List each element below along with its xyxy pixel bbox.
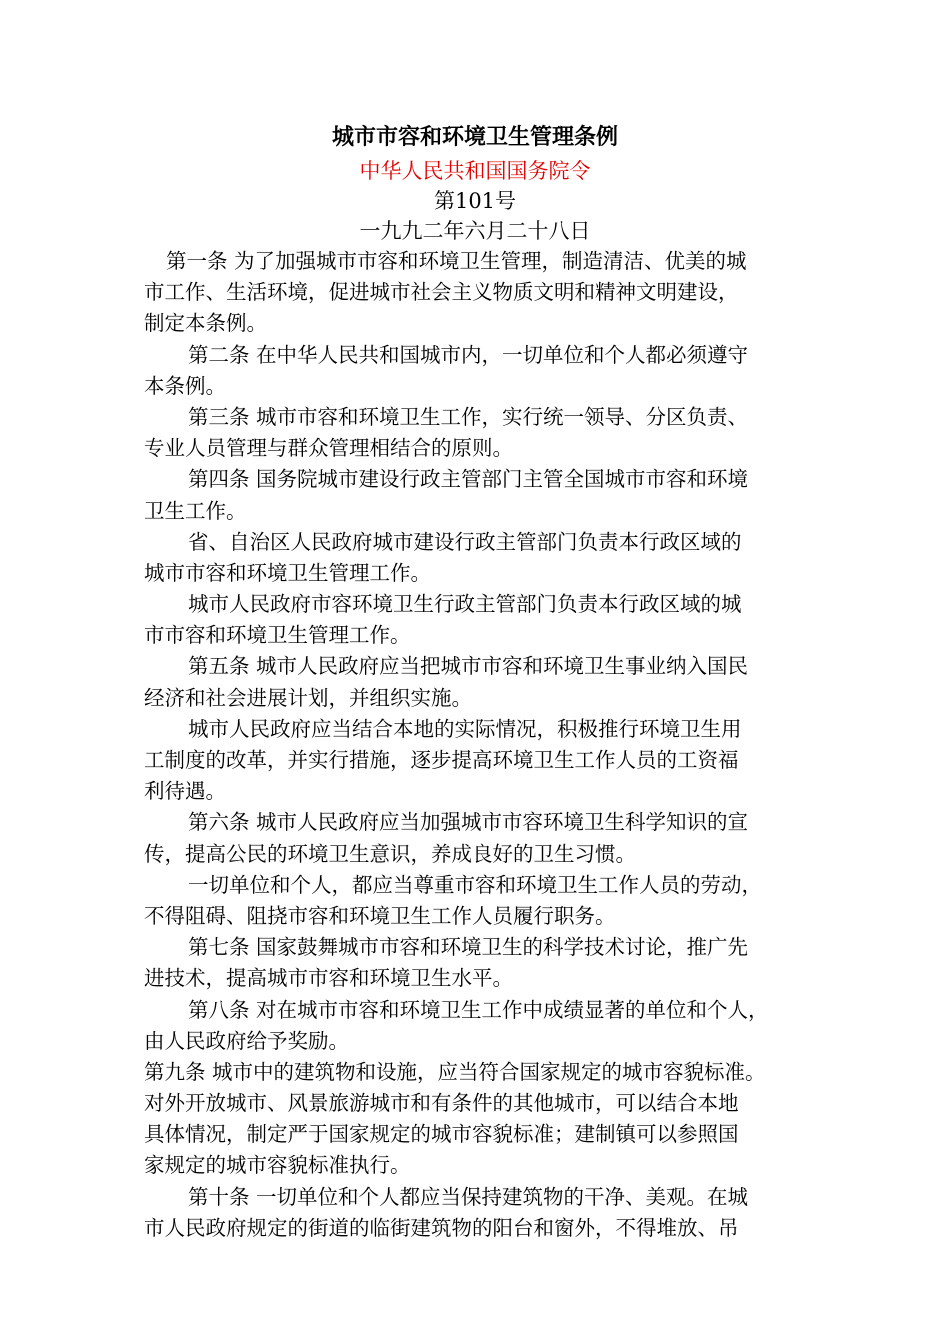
body-line: 市人民政府规定的街道的临街建筑物的阳台和窗外，不得堆放、吊	[144, 1215, 739, 1240]
body-line: 第八条 对在城市市容和环境卫生工作中成绩显著的单位和个人，	[188, 997, 769, 1022]
body-line: 本条例。	[144, 373, 226, 398]
body-line: 第二条 在中华人民共和国城市内，一切单位和个人都必须遵守	[188, 342, 749, 367]
body-line: 制定本条例。	[144, 311, 267, 336]
body-line: 第一条 为了加强城市市容和环境卫生管理，制造清洁、优美的城	[166, 249, 747, 273]
document-subtitle: 中华人民共和国国务院令	[359, 159, 591, 183]
body-line: 城市人民政府应当结合本地的实际情况，积极推行环境卫生用	[188, 716, 742, 741]
body-line: 第四条 国务院城市建设行政主管部门主管全国城市市容和环境	[188, 467, 749, 492]
body-line: 第七条 国家鼓舞城市市容和环境卫生的科学技术讨论，推广先	[188, 935, 749, 960]
body-line: 经济和社会进展计划，并组织实施。	[144, 685, 472, 710]
document-title: 城市市容和环境卫生管理条例	[331, 124, 618, 150]
body-line: 省、自治区人民政府城市建设行政主管部门负责本行政区域的	[188, 529, 742, 554]
body-line: 卫生工作。	[144, 498, 247, 523]
body-line: 市市容和环境卫生管理工作。	[144, 623, 411, 648]
body-line: 城市人民政府市容环境卫生行政主管部门负责本行政区域的城	[188, 592, 742, 617]
body-line: 对外开放城市、风景旅游城市和有条件的其他城市，可以结合本地	[144, 1091, 739, 1116]
body-line: 由人民政府给予奖励。	[144, 1028, 349, 1053]
body-line: 市工作、生活环境，促进城市社会主义物质文明和精神文明建设，	[144, 280, 739, 305]
body-line: 具体情况，制定严于国家规定的城市容貌标准；建制镇可以参照国	[144, 1122, 739, 1147]
body-line: 第五条 城市人民政府应当把城市市容和环境卫生事业纳入国民	[188, 654, 749, 679]
body-line: 城市市容和环境卫生管理工作。	[144, 560, 431, 585]
document-date: 一九九二年六月二十八日	[359, 219, 591, 243]
decree-number: 第101号	[433, 189, 517, 213]
body-line: 工制度的改革，并实行措施，逐步提高环境卫生工作人员的工资福	[144, 748, 739, 772]
body-line: 进技术，提高城市市容和环境卫生水平。	[144, 966, 513, 991]
document-body	[144, 246, 812, 1244]
body-line: 第三条 城市市容和环境卫生工作，实行统一领导、分区负责、	[188, 404, 749, 429]
body-line: 一切单位和个人，都应当尊重市容和环境卫生工作人员的劳动，	[188, 872, 762, 897]
body-line: 家规定的城市容貌标准执行。	[144, 1153, 411, 1178]
body-line: 不得阻碍、阻挠市容和环境卫生工作人员履行职务。	[144, 903, 616, 928]
body-line: 利待遇。	[144, 779, 226, 804]
body-line: 第九条 城市中的建筑物和设施，应当符合国家规定的城市容貌标准。	[144, 1059, 766, 1084]
body-line: 第六条 城市人民政府应当加强城市市容环境卫生科学知识的宣	[188, 810, 749, 835]
body-line: 专业人员管理与群众管理相结合的原则。	[144, 436, 513, 461]
body-line: 传，提高公民的环境卫生意识，养成良好的卫生习惯。	[144, 841, 636, 866]
body-line: 第十条 一切单位和个人都应当保持建筑物的干净、美观。在城	[188, 1184, 749, 1209]
